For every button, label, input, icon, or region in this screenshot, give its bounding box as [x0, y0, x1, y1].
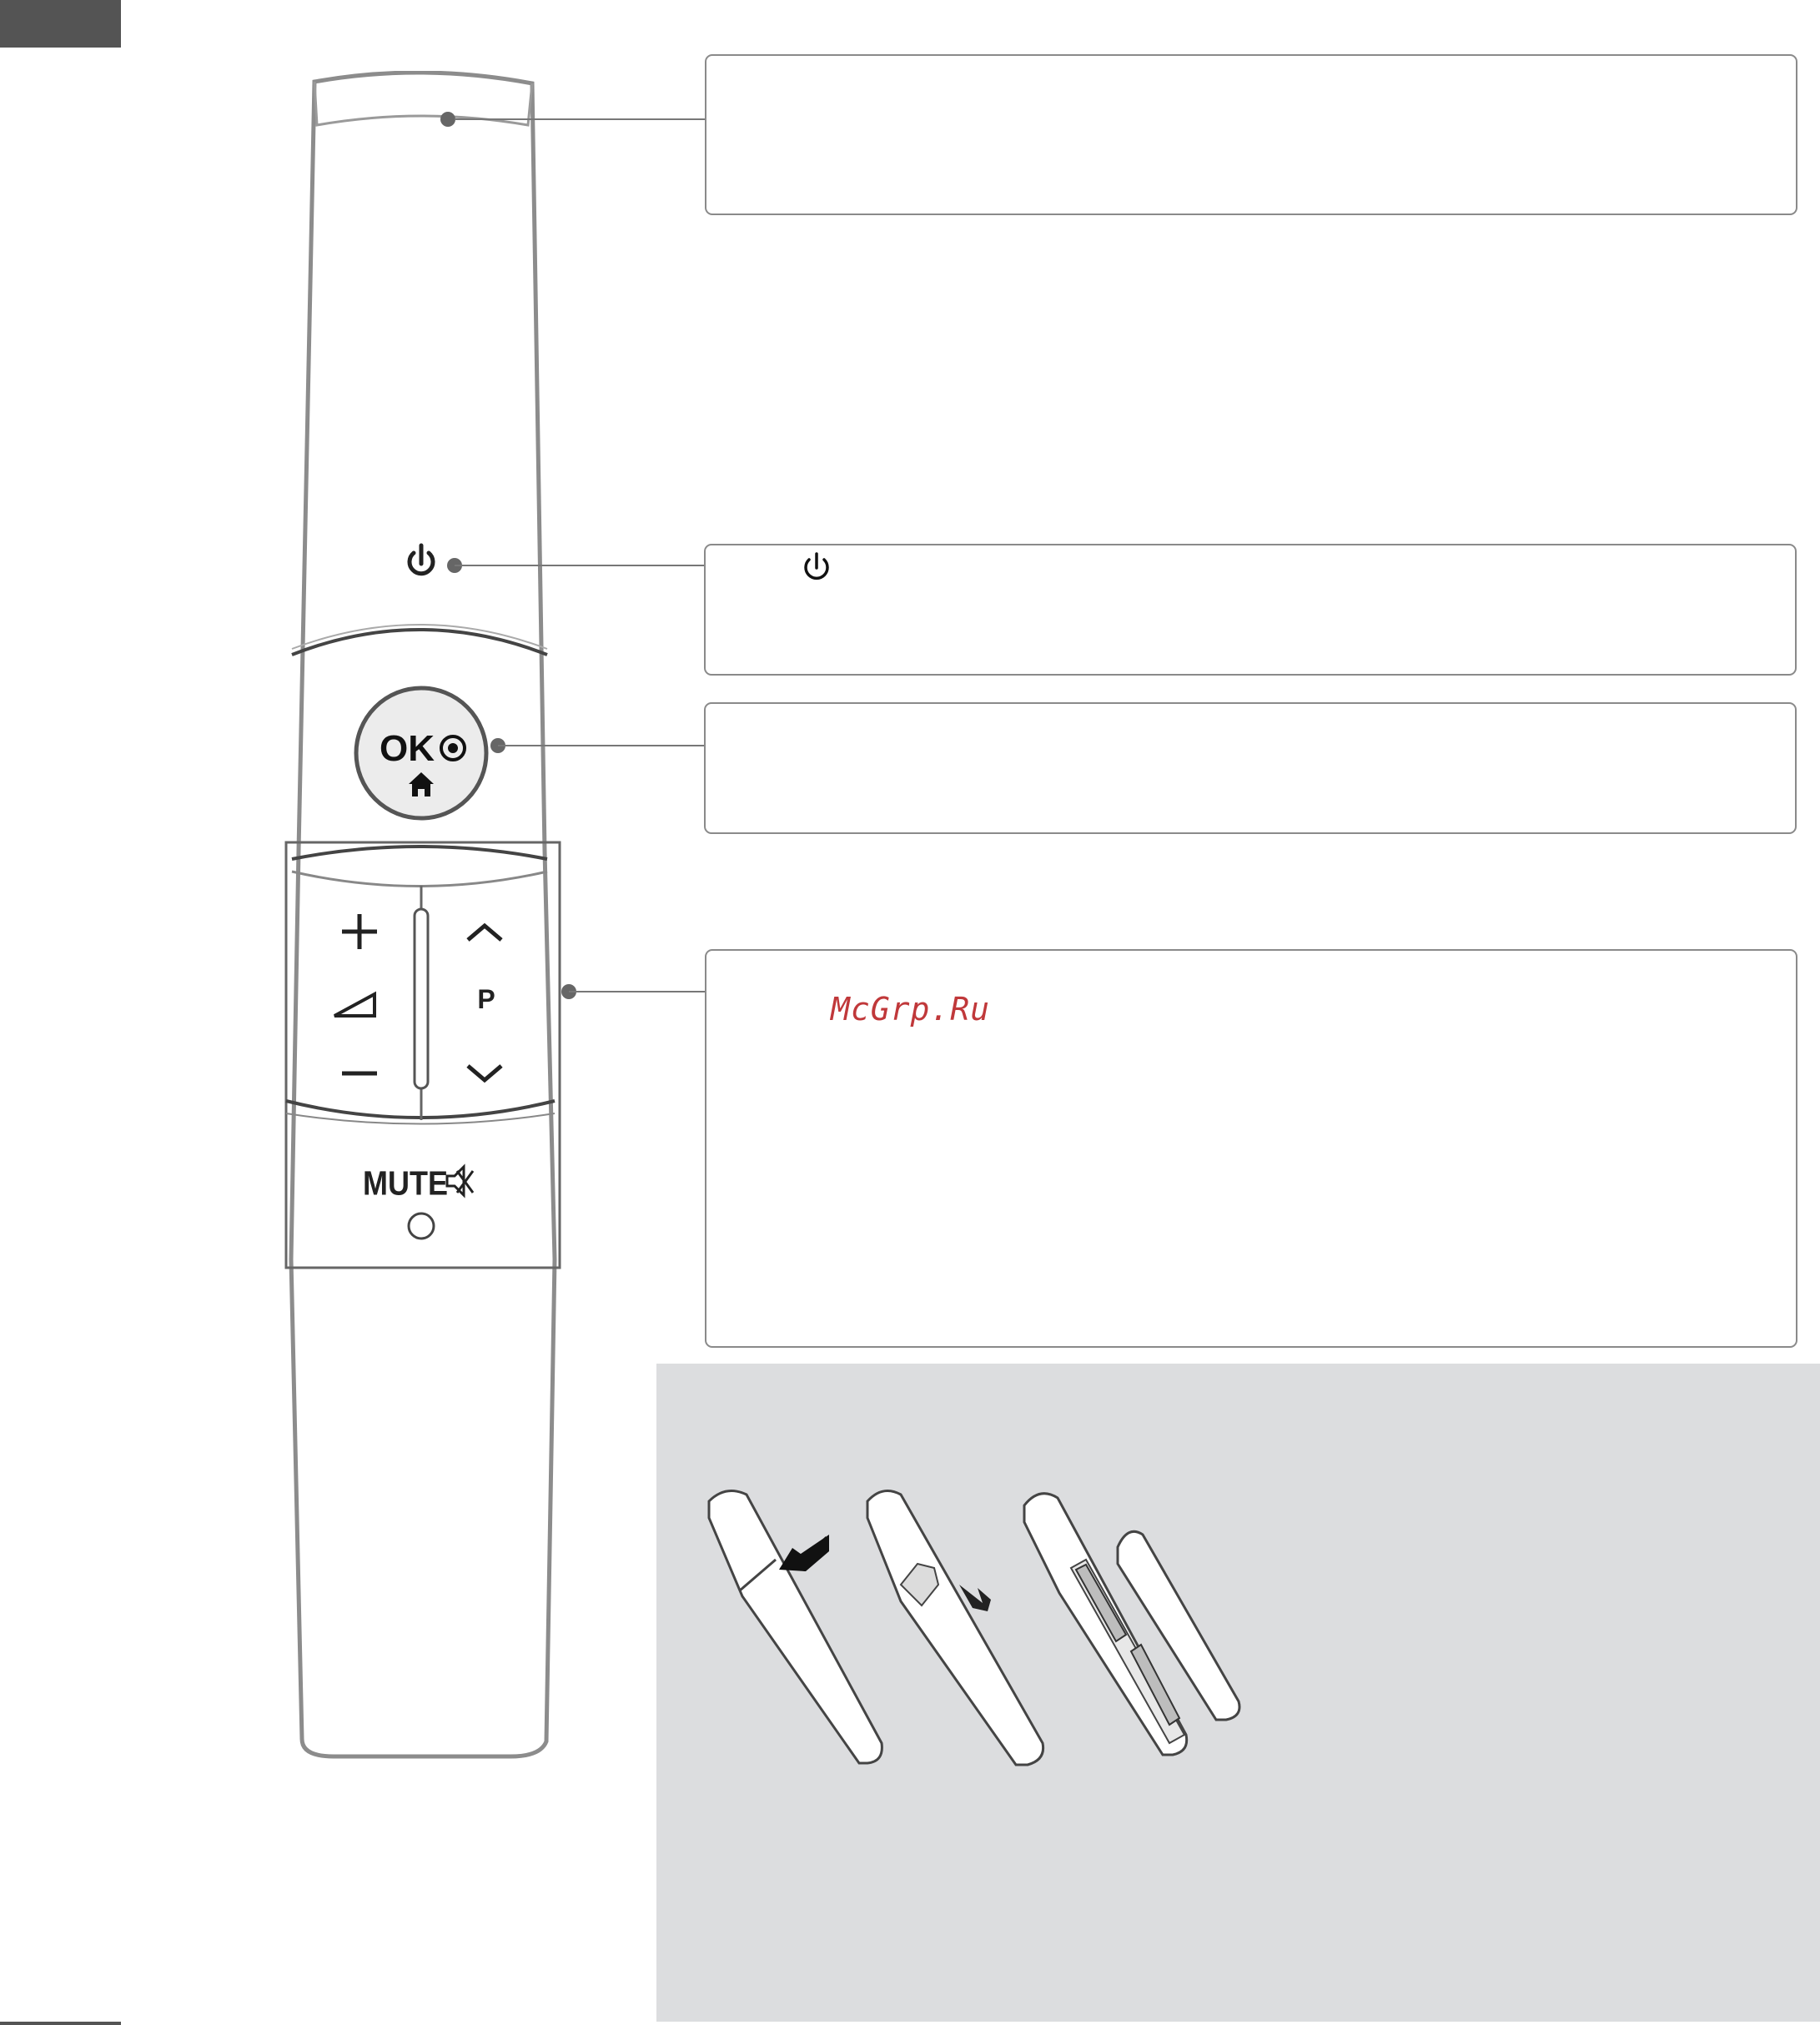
callout-box-sensor [705, 54, 1797, 215]
remote-top-sensor [440, 112, 455, 127]
callout-line-top [455, 118, 705, 120]
mute-button[interactable] [409, 1213, 434, 1239]
ok-wheel-button[interactable] [356, 688, 486, 818]
watermark-text: McGrp.Ru [831, 991, 991, 1028]
magic-remote-illustration [267, 71, 584, 1768]
step-insert-batteries [1024, 1494, 1239, 1755]
step-press-latch [709, 1491, 882, 1764]
callout-box-ok [704, 702, 1797, 834]
callout-line-controls [569, 991, 705, 992]
callout-line-power [455, 565, 705, 566]
step-slide-cover [867, 1491, 1043, 1766]
page-corner-tab [0, 0, 121, 48]
volume-rocker [415, 909, 428, 1088]
page-bottom-rule [0, 2022, 121, 2025]
battery-install-steps [701, 1485, 1251, 1785]
channel-label: P [477, 984, 495, 1014]
callout-box-power [704, 544, 1797, 676]
ok-label: OK [380, 728, 435, 769]
callout-line-ok [498, 745, 705, 746]
mute-label: MUTE [363, 1164, 448, 1203]
power-icon [800, 551, 833, 585]
